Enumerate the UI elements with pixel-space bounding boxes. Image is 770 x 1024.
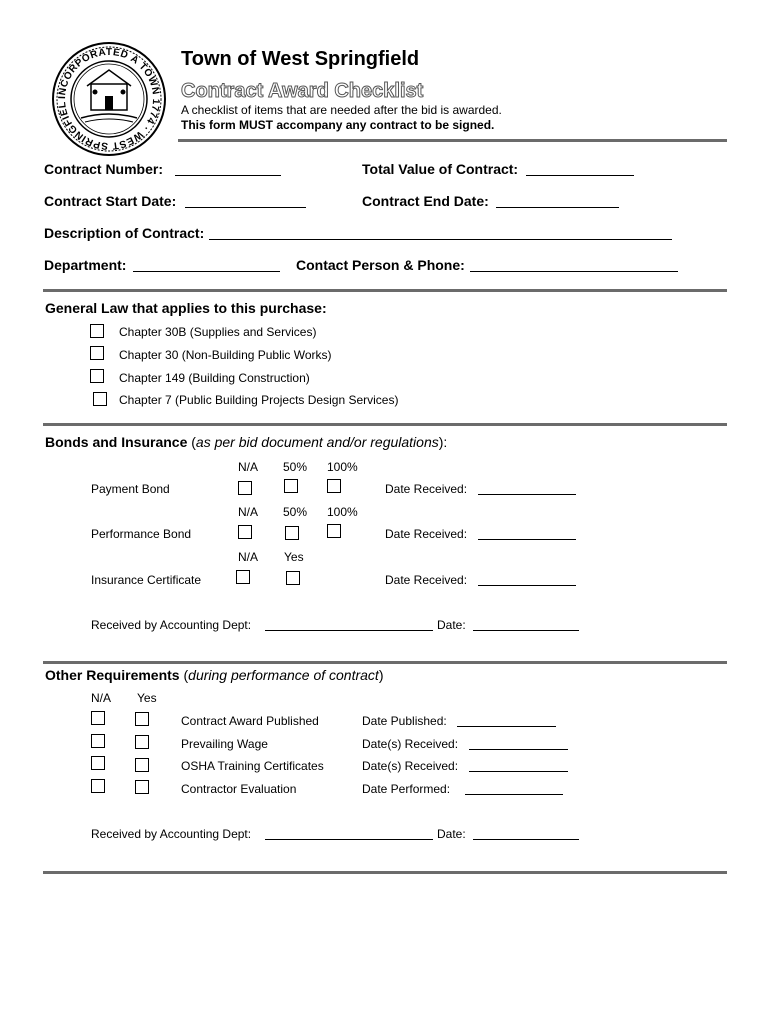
award-published-yes-checkbox[interactable]	[135, 712, 149, 726]
payment-col-na: N/A	[238, 460, 259, 474]
performance-col-na: N/A	[238, 505, 259, 519]
award-published-na-checkbox[interactable]	[91, 711, 105, 725]
prevailing-wage-date-field[interactable]	[469, 749, 568, 750]
department-field[interactable]	[133, 271, 280, 272]
payment-bond-50-checkbox[interactable]	[284, 479, 298, 493]
contract-number-field[interactable]	[175, 175, 281, 176]
other-col-na: N/A	[91, 691, 112, 705]
form-subtitle: A checklist of items that are needed after the bid is awarded.	[181, 103, 502, 117]
chapter-30b-checkbox[interactable]	[90, 324, 104, 338]
contractor-evaluation-na-checkbox[interactable]	[91, 779, 105, 793]
bonds-received-by-label: Received by Accounting Dept:	[91, 618, 252, 632]
payment-col-100: 100%	[327, 460, 358, 474]
end-date-field[interactable]	[496, 207, 619, 208]
contact-field[interactable]	[470, 271, 678, 272]
bonds-received-date-label: Date:	[437, 618, 466, 632]
chapter-30-checkbox[interactable]	[90, 346, 104, 360]
general-law-heading: General Law that applies to this purchase:	[45, 300, 327, 316]
other-col-yes: Yes	[137, 691, 157, 705]
section-divider-3	[43, 661, 727, 664]
performance-bond-label: Performance Bond	[91, 527, 192, 541]
section-divider-2	[43, 423, 727, 426]
insurance-certificate-label: Insurance Certificate	[91, 573, 202, 587]
seal-text: INCORPORATED A TOWN 1774 · WEST SPRINGFIEL	[56, 46, 162, 152]
other-received-date-field[interactable]	[473, 839, 579, 840]
performance-bond-100-checkbox[interactable]	[327, 524, 341, 538]
performance-bond-date-label: Date Received:	[385, 527, 468, 541]
other-received-by-field[interactable]	[265, 839, 433, 840]
other-heading-note: during performance of contract	[188, 667, 379, 683]
award-published-date-field[interactable]	[457, 726, 556, 727]
insurance-yes-checkbox[interactable]	[286, 571, 300, 585]
form-title: Contract Award Checklist	[181, 80, 424, 102]
section-divider-1	[43, 289, 727, 292]
contact-label: Contact Person & Phone:	[296, 257, 465, 273]
contract-number-label: Contract Number:	[44, 161, 164, 177]
chapter-30-label: Chapter 30 (Non-Building Public Works)	[119, 348, 332, 362]
other-heading: Other Requirements (during performance of contract)	[45, 667, 384, 683]
total-value-field[interactable]	[526, 175, 634, 176]
insurance-date-field[interactable]	[478, 585, 576, 586]
footer-divider	[43, 871, 727, 874]
payment-bond-na-checkbox[interactable]	[238, 481, 252, 495]
performance-col-50: 50%	[283, 505, 308, 519]
osha-training-na-checkbox[interactable]	[91, 756, 105, 770]
form-notice: This form MUST accompany any contract to be signed.	[181, 118, 495, 132]
other-heading-title: Other Requirements	[45, 667, 180, 683]
contractor-evaluation-yes-checkbox[interactable]	[135, 780, 149, 794]
town-seal-icon	[51, 40, 167, 158]
total-value-label: Total Value of Contract:	[362, 161, 519, 177]
bonds-heading: Bonds and Insurance (as per bid document and/or regulations):	[45, 434, 448, 450]
bonds-received-by-field[interactable]	[265, 630, 433, 631]
chapter-30b-label: Chapter 30B (Supplies and Services)	[119, 325, 317, 339]
contractor-evaluation-date-label: Date Performed:	[362, 782, 451, 796]
bonds-heading-title: Bonds and Insurance	[45, 434, 188, 450]
contractor-evaluation-label: Contractor Evaluation	[181, 782, 297, 796]
insurance-date-label: Date Received:	[385, 573, 468, 587]
insurance-col-na: N/A	[238, 550, 259, 564]
prevailing-wage-yes-checkbox[interactable]	[135, 735, 149, 749]
osha-training-label: OSHA Training Certificates	[181, 759, 324, 773]
payment-bond-label: Payment Bond	[91, 482, 170, 496]
osha-training-date-label: Date(s) Received:	[362, 759, 459, 773]
description-label: Description of Contract:	[44, 225, 205, 241]
description-field[interactable]	[209, 239, 672, 240]
payment-bond-date-label: Date Received:	[385, 482, 468, 496]
town-name: Town of West Springfield	[181, 48, 420, 70]
chapter-149-label: Chapter 149 (Building Construction)	[119, 371, 310, 385]
department-label: Department:	[44, 257, 127, 273]
prevailing-wage-date-label: Date(s) Received:	[362, 737, 459, 751]
performance-bond-50-checkbox[interactable]	[285, 526, 299, 540]
payment-bond-date-field[interactable]	[478, 494, 576, 495]
contractor-evaluation-date-field[interactable]	[465, 794, 563, 795]
payment-bond-100-checkbox[interactable]	[327, 479, 341, 493]
chapter-7-checkbox[interactable]	[93, 392, 107, 406]
prevailing-wage-na-checkbox[interactable]	[91, 734, 105, 748]
town-seal	[51, 40, 167, 158]
chapter-7-label: Chapter 7 (Public Building Projects Design Services)	[119, 393, 399, 407]
end-date-label: Contract End Date:	[362, 193, 489, 209]
osha-training-date-field[interactable]	[469, 771, 568, 772]
other-received-by-label: Received by Accounting Dept:	[91, 827, 252, 841]
insurance-na-checkbox[interactable]	[236, 570, 250, 584]
performance-bond-na-checkbox[interactable]	[238, 525, 252, 539]
other-received-date-label: Date:	[437, 827, 466, 841]
start-date-field[interactable]	[185, 207, 306, 208]
bonds-received-date-field[interactable]	[473, 630, 579, 631]
osha-training-yes-checkbox[interactable]	[135, 758, 149, 772]
chapter-149-checkbox[interactable]	[90, 369, 104, 383]
bonds-heading-note: as per bid document and/or regulations	[195, 434, 439, 450]
performance-col-100: 100%	[327, 505, 358, 519]
header-divider	[178, 139, 727, 142]
award-published-date-label: Date Published:	[362, 714, 447, 728]
performance-bond-date-field[interactable]	[478, 539, 576, 540]
payment-col-50: 50%	[283, 460, 308, 474]
prevailing-wage-label: Prevailing Wage	[181, 737, 268, 751]
insurance-col-yes: Yes	[284, 550, 304, 564]
start-date-label: Contract Start Date:	[44, 193, 177, 209]
award-published-label: Contract Award Published	[181, 714, 319, 728]
